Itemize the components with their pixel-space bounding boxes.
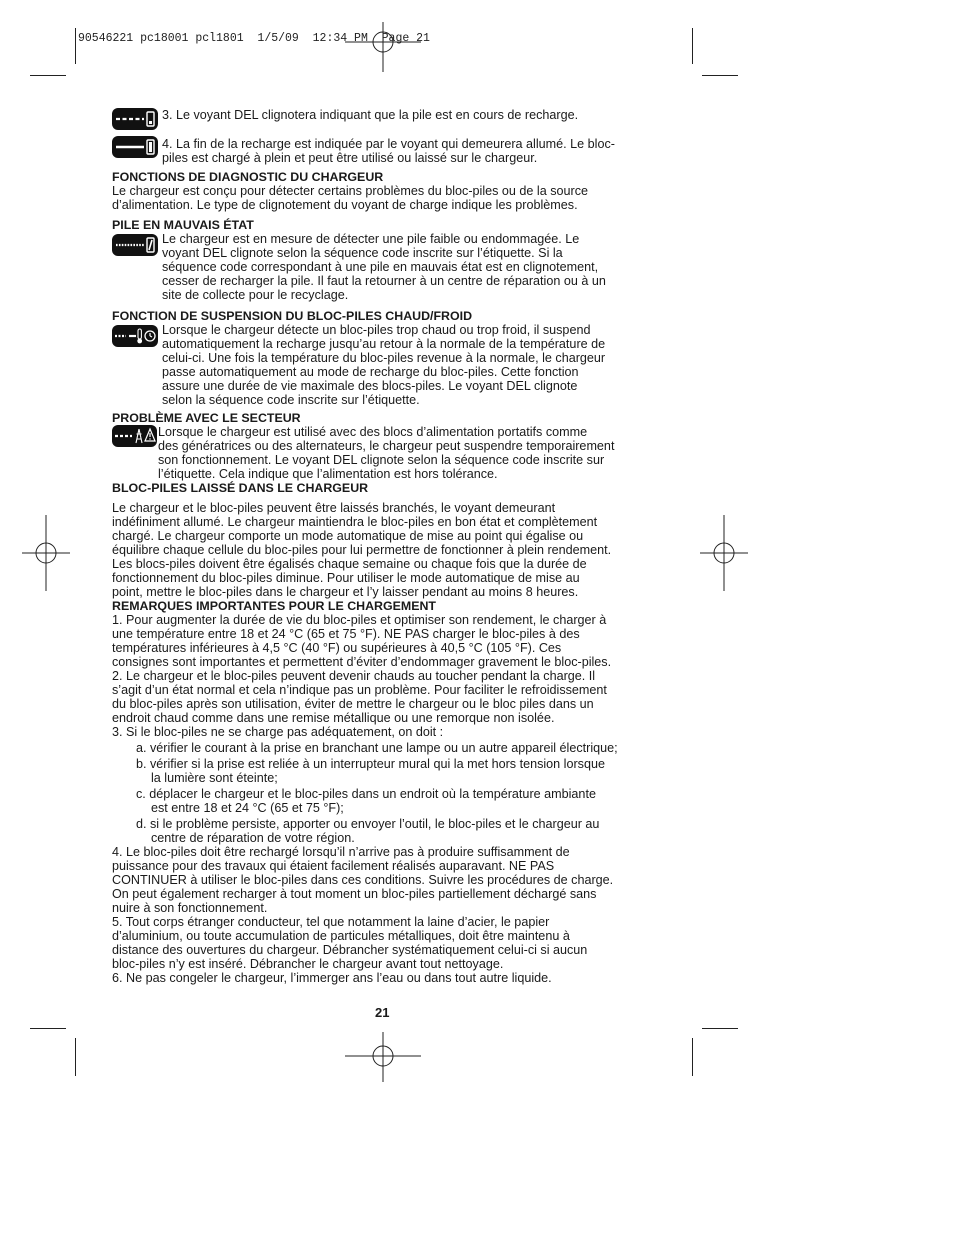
charging-notes-heading: REMARQUES IMPORTANTES POUR LE CHARGEMENT (112, 599, 437, 613)
crop-mark (692, 28, 693, 64)
note-3c: c. déplacer le chargeur et le bloc-piles dans un endroit où la température ambiante est entre 18 et 24 °C (65 et 75 °F); (136, 787, 596, 815)
page-number: 21 (375, 1005, 390, 1020)
note-2: 2. Le chargeur et le bloc-piles peuvent devenir chauds au toucher pendant la charge. Il s’agit d’un état normal et cela n’indique pas un problème. Pour faciliter le refroidissement du bloc-piles après son utilisation, éviter de mettre le chargeur ou le bloc piles dans un endroit chaud comme dans une remise métallique ou une remorque non isolée. (112, 669, 607, 725)
charged-item (112, 136, 664, 165)
crop-mark (702, 1028, 738, 1029)
power-problem-section (112, 425, 664, 481)
hot-cold-text: Lorsque le chargeur détecte un bloc-piles trop chaud ou trop froid, il suspend automatiquement la recharge jusqu’au retour à la normale de la température de celui-ci. Une fois la température du bloc-piles revenue à la normale, le chargeur passe automatiquement au mode de recharge du bloc-piles. Cette fonction assure une durée de vie maximale des blocs-piles. Le voyant DEL clignote selon la séquence code inscrite sur l’étiquette. (162, 323, 606, 407)
note-1: 1. Pour augmenter la durée de vie du bloc-piles et optimiser son rendement, le charger à une température entre 18 et 24 °C (65 et 75 °F). NE PAS charger le bloc-piles à des températures inférieures à 4,5 °C (40 °F) ou supérieures à 40,5 °C (105 °F). Ces consignes sont importantes et permettent d’éviter d’endommager gravement le bloc-piles. (112, 613, 612, 669)
crop-mark (75, 1038, 76, 1076)
power-line-problem-led-icon (112, 425, 157, 447)
note-4: 4. Le bloc-piles doit être rechargé lorsqu’il n’arrive pas à produire suffisamment de puissance pour des travaux qui étaient facilement réalisés auparavant. NE PAS CONTINUER à utiliser le bloc-piles dans ces conditions. Suivre les procédures de charge. On peut également recharger à tout moment un bloc-piles partiellement déchargé sans nuire à son fonctionnement. (112, 845, 614, 915)
page-content (112, 108, 664, 985)
crop-mark (75, 28, 76, 64)
bad-battery-section (112, 232, 664, 302)
charged-led-icon (112, 136, 158, 158)
charging-item (112, 108, 664, 130)
left-in-charger-text: Le chargeur et le bloc-piles peuvent être laissés branchés, le voyant demeurant indéfiniment allumé. Le chargeur maintiendra le bloc-piles en bon état et complètement chargé. Le chargeur comporte un mode automatique de mise au point qui égalise ou équilibre chaque cellule du bloc-piles pour lui permettre de fonctionner à plein rendement. Les blocs-piles doivent être égalisés chaque semaine ou chaque fois que la durée de fonctionnement du bloc-piles diminue. Pour utiliser le mode automatique de mise au point, mettre le bloc-piles dans le chargeur et l’y laisser pendant au moins 8 heures. (112, 501, 612, 599)
power-problem-heading: PROBLÈME AVEC LE SECTEUR (112, 411, 301, 425)
power-problem-text: Lorsque le chargeur est utilisé avec des blocs d’alimentation portatifs comme des génératrices ou des alternateurs, le chargeur peut suspendre temporairement son fonctionnement. Le voyant DEL clignote selon la séquence code inscrite sur l’étiquette. Cela indique que l’alimentation est hors tolérance. (158, 425, 615, 481)
hot-cold-delay-led-icon (112, 325, 158, 347)
note-6: 6. Ne pas congeler le chargeur, l’immerger ans l’eau ou dans tout autre liquide. (112, 971, 552, 985)
hot-cold-heading: FONCTION DE SUSPENSION DU BLOC-PILES CHAUD/FROID (112, 309, 473, 323)
diagnostic-heading: FONCTIONS DE DIAGNOSTIC DU CHARGEUR (112, 170, 384, 184)
printer-slug: 90546221 pc18001 pcl1801 1/5/09 12:34 PM Page 21 (78, 32, 430, 45)
crop-mark (692, 1038, 693, 1076)
hot-cold-section (112, 323, 664, 407)
note-3d: d. si le problème persiste, apporter ou envoyer l’outil, le bloc-piles et le chargeur au centre de réparation de votre région. (136, 817, 600, 845)
note-3a: a. vérifier le courant à la prise en branchant une lampe ou un autre appareil électrique; (136, 741, 618, 755)
crop-mark (30, 1028, 66, 1029)
bad-battery-text: Le chargeur est en mesure de détecter une pile faible ou endommagée. Le voyant DEL clignote selon la séquence code inscrite sur l’étiquette. Si la séquence code correspondant à une pile en mauvais état est en clignotement, cesser de recharger la pile. Il faut la retourner à un centre de réparation ou à un site de collecte pour le recyclage. (162, 232, 606, 302)
note-3: 3. Si le bloc-piles ne se charge pas adéquatement, on doit : a. vérifier le courant à la prise en branchant une lampe ou un autre appareil électrique; b. vérifier si la prise est reliée à un interrupteur mural qui la met hors tension lorsque la lumière sont éteinte; c. déplacer le chargeur et le bloc-piles dans un endroit où la température ambiante est entre 18 et 24 °C (65 et 75 °F); d. si le problème persiste, apporter ou envoyer l’outil, le bloc-piles et le chargeur au centre de réparation de votre région. (112, 725, 664, 845)
registration-mark-icon (345, 22, 421, 72)
diagnostic-text: Le chargeur est conçu pour détecter certains problèmes du bloc-piles ou de la source d’alimentation. Le type de clignotement du voyant de charge indique les problèmes. (112, 184, 589, 212)
crop-mark (30, 75, 66, 76)
note-3b: b. vérifier si la prise est reliée à un interrupteur mural qui la met hors tension lorsque la lumière sont éteinte; (136, 757, 605, 785)
crop-mark (702, 75, 738, 76)
registration-mark-icon (22, 515, 70, 591)
charging-text: 3. Le voyant DEL clignotera indiquant que la pile est en cours de recharge. (162, 108, 579, 122)
charged-text: 4. La fin de la recharge est indiquée par le voyant qui demeurera allumé. Le bloc- piles est chargé à plein et peut être utilisé ou laissé sur le chargeur. (162, 137, 615, 165)
bad-battery-led-icon (112, 234, 158, 256)
bad-battery-heading: PILE EN MAUVAIS ÉTAT (112, 218, 254, 232)
note-5: 5. Tout corps étranger conducteur, tel que notamment la laine d’acier, le papier d’aluminium, ou toute accumulation de particules métalliques, doit être maintenu à distance des ouvertures du chargeur. Débrancher systématiquement celui-ci si aucun bloc-piles n’y est inséré. Débrancher le chargeur avant tout nettoyage. (112, 915, 588, 971)
left-in-charger-heading: BLOC-PILES LAISSÉ DANS LE CHARGEUR (112, 481, 369, 495)
registration-mark-icon (700, 515, 748, 591)
charging-led-icon (112, 108, 158, 130)
registration-mark-icon (345, 1032, 421, 1082)
